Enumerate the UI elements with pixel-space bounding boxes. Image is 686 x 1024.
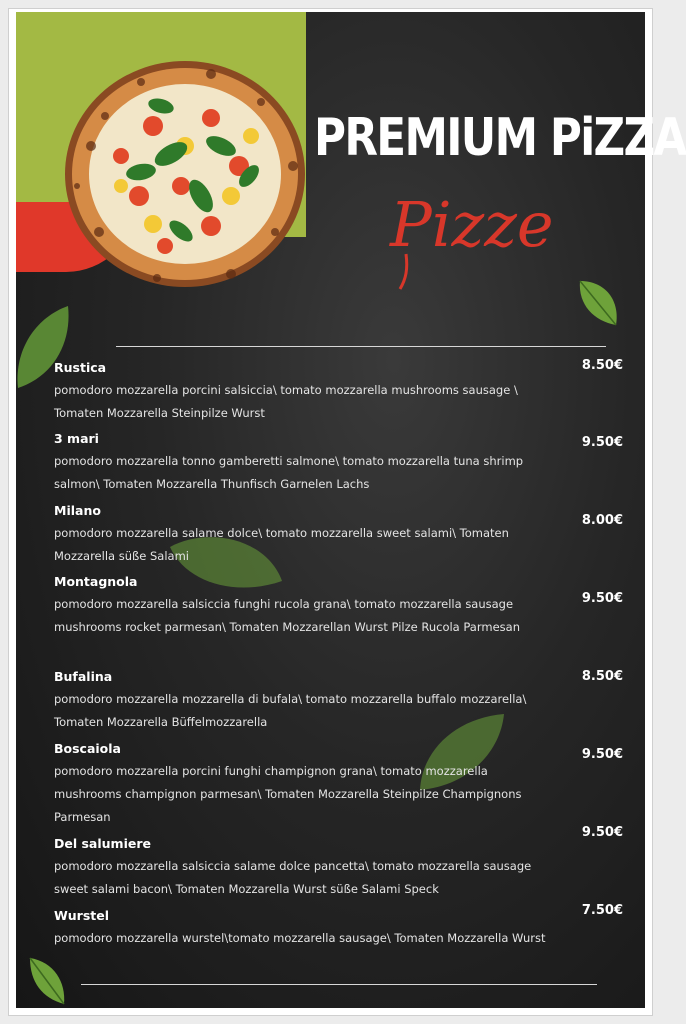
item-name: Milano [54, 503, 101, 518]
menu-item [54, 570, 614, 639]
item-description: pomodoro mozzarella porcini funghi champignon grana\ tomato mozzarella mushrooms champignon parmesan\ Tomaten Mozzarella Steinpilze Champignons Parmesan [54, 764, 522, 824]
item-price: 7.50€ [581, 903, 623, 918]
bottom-divider [81, 984, 597, 985]
menu-item [54, 904, 614, 950]
item-price: 9.50€ [581, 825, 623, 840]
top-divider [116, 346, 606, 347]
item-description: pomodoro mozzarella wurstel\tomato mozzarella sausage\ Tomaten Mozzarella Wurst [54, 931, 546, 945]
pizza-image [61, 56, 309, 292]
item-name: Boscaiola [54, 741, 121, 756]
menu-item [54, 499, 614, 568]
menu-item [54, 737, 614, 829]
item-price: 9.50€ [581, 435, 623, 450]
item-name: Montagnola [54, 574, 138, 589]
item-description: pomodoro mozzarella salsiccia funghi rucola grana\ tomato mozzarella sausage mushrooms rocket parmesan\ Tomaten Mozzarellan Wurst Pilze Rucola Parmesan [54, 597, 520, 634]
item-name: Bufalina [54, 669, 113, 684]
basil-leaf-icon [26, 954, 70, 1012]
menu-board [16, 12, 686, 1008]
menu-item [54, 832, 614, 901]
menu-item [54, 665, 614, 734]
script-title-text: Pizze [390, 188, 554, 261]
menu-title: PREMIUM PiZZA [314, 108, 686, 168]
item-price: 8.50€ [581, 669, 623, 684]
menu-item [54, 356, 614, 425]
item-description: pomodoro mozzarella tonno gamberetti salmone\ tomato mozzarella tuna shrimp salmon\ Tomaten Mozzarella Thunfisch Garnelen Lachs [54, 454, 524, 491]
item-price: 8.00€ [581, 513, 623, 528]
menu-item [54, 427, 614, 496]
item-description: pomodoro mozzarella porcini salsiccia\ tomato mozzarella mushrooms sausage \ Tomaten Mozzarella Steinpilze Wurst [54, 383, 518, 420]
item-price: 8.50€ [581, 358, 623, 373]
script-title [386, 184, 576, 294]
item-price: 9.50€ [581, 591, 623, 606]
item-price: 9.50€ [581, 747, 623, 762]
basil-leaf-icon [576, 277, 622, 333]
item-name: Rustica [54, 360, 107, 375]
item-name: Wurstel [54, 908, 110, 923]
item-name: 3 mari [54, 431, 99, 446]
item-description: pomodoro mozzarella mozzarella di bufala\ tomato mozzarella buffalo mozzarella\ Tomaten Mozzarella Büffelmozzarella [54, 692, 527, 729]
item-description: pomodoro mozzarella salsiccia salame dolce pancetta\ tomato mozzarella sausage sweet salami bacon\ Tomaten Mozzarella Wurst süße Salami Speck [54, 859, 532, 896]
item-name: Del salumiere [54, 836, 151, 851]
item-description: pomodoro mozzarella salame dolce\ tomato mozzarella sweet salami\ Tomaten Mozzarella süße Salami [54, 526, 509, 563]
